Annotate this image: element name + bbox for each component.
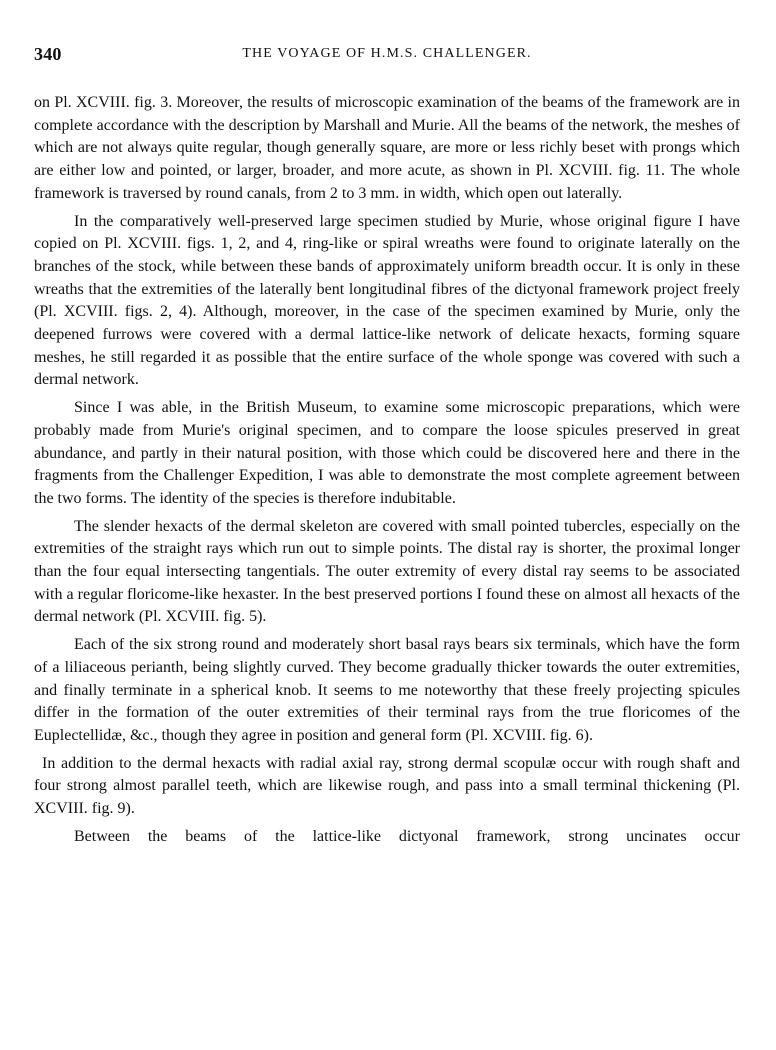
- paragraph-1: on Pl. XCVIII. fig. 3. Moreover, the results of microscopic examination of the beams of the framework are in complete accordance with the description by Marshall and Murie. All the beams of the network, the meshes of which are not always quite regular, though generally square, are more or less richly beset with prongs which are either low and pointed, or larger, broader, and more acute, as shown in Pl. XCVIII. fig. 11. The whole framework is traversed by round canals, from 2 to 3 mm. in width, which open out laterally.: [34, 94, 741, 202]
- paragraph-2: In the comparatively well-preserved large specimen studied by Murie, whose original figure I have copied on Pl. XCVIII. figs. 1, 2, and 4, ring-like or spiral wreaths were found to originate laterally on the branches of the stock, while between these bands of approximately uniform breadth occur. It is only in these wreaths that the extremities of the laterally bent longitudinal fibres of the dictyonal framework project freely (Pl. XCVIII. figs. 2, 4). Although, moreover, in the case of the specimen examined by Murie, only the deepened furrows were covered with a dermal lattice-like network of delicate hexacts, forming square meshes, he still regarded it as possible that the entire surface of the whole sponge was covered with such a dermal network.: [34, 212, 740, 389]
- page-header: [34, 44, 740, 68]
- paragraph-7: Between the beams of the lattice-like dictyonal framework, strong uncinates occur: [74, 827, 740, 845]
- paragraph-5: Each of the six strong round and moderately short basal rays bears six terminals, which have the form of a liliaceous perianth, being slightly curved. They become gradually thicker towards the outer extremities, and finally terminate in a spherical knob. It seems to me noteworthy that these freely projecting spicules differ in the formation of the outer extremities of their terminal rays from the true floricomes of the Euplectellidæ, &c., though they agree in position and general form (Pl. XCVIII. fig. 6).: [34, 636, 740, 744]
- paragraph-6: In addition to the dermal hexacts with radial axial ray, strong dermal scopulæ occur with rough shaft and four strong almost parallel teeth, which are likewise rough, and pass into a small terminal thickening (Pl. XCVIII. fig. 9).: [34, 754, 740, 818]
- paragraph-4: The slender hexacts of the dermal skeleton are covered with small pointed tubercles, especially on the extremities of the straight rays which run out to simple points. The distal ray is shorter, the proximal longer than the four equal intersecting tangentials. The outer extremity of every distal ray seems to be associated with a regular floricome-like hexaster. In the best preserved portions I found these on almost all hexacts of the dermal network (Pl. XCVIII. fig. 5).: [34, 517, 740, 626]
- paragraph-3: Since I was able, in the British Museum, to examine some microscopic preparations, which were probably made from Murie's original specimen, and to compare the loose spicules preserved in great abundance, and partly in their natural position, with those which could be discovered here and there in the fragments from the Challenger Expedition, I was able to demonstrate the most complete agreement between the two forms. The identity of the species is therefore indubitable.: [34, 399, 740, 507]
- body-text: [34, 92, 740, 849]
- running-title: THE VOYAGE OF H.M.S. CHALLENGER.: [242, 46, 532, 61]
- page-number: 340: [34, 44, 62, 64]
